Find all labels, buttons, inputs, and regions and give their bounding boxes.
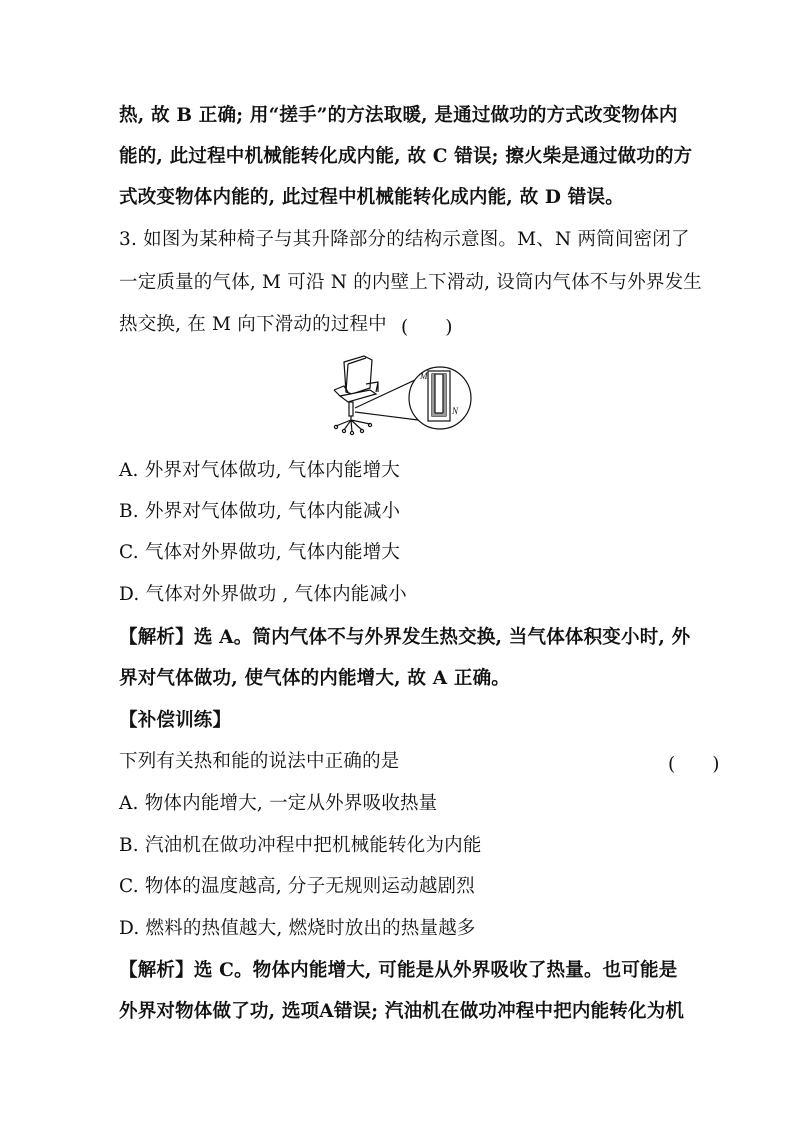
question-3-option-a: A. 外界对气体做功, 气体内能增大	[119, 460, 400, 481]
question-3-option-c: C. 气体对外界做功, 气体内能增大	[119, 542, 401, 563]
supplement-title: 【补偿训练】	[119, 710, 232, 731]
analysis-text: 选 A。筒内气体不与外界发生热交换, 当气体体积变小时, 外	[193, 627, 691, 648]
chair-drawing	[334, 356, 418, 435]
analysis-tag: 【解析】	[119, 960, 194, 981]
figure-label-m: M	[420, 371, 428, 381]
supplement-stem: 下列有关热和能的说法中正确的是	[119, 751, 400, 772]
question-3-option-b: B. 外界对气体做功, 气体内能减小	[119, 501, 401, 522]
prev-answer-line-1: 热, 故 B 正确; 用“搓手”的方法取暖, 是通过做功的方式改变物体内	[119, 105, 678, 126]
supplement-option-c: C. 物体的温度越高, 分子无规则运动越剧烈	[119, 876, 475, 897]
question-3-stem-line-2: 一定质量的气体, M 可沿 N 的内壁上下滑动, 设筒内气体不与外界发生	[119, 272, 702, 293]
question-3-answer-paren: ( )	[401, 317, 453, 338]
supplement-analysis-line-2: 外界对物体做了功, 选项A错误; 汽油机在做功冲程中把内能转化为机	[119, 1001, 685, 1022]
analysis-text: 选 C。物体内能增大, 可能是从外界吸收了热量。也可能是	[193, 960, 678, 981]
supplement-option-a: A. 物体内能增大, 一定从外界吸收热量	[119, 793, 438, 814]
question-3-analysis-line-2: 界对气体做功, 使气体的内能增大, 故 A 正确。	[119, 668, 510, 689]
supplement-answer-paren: ( )	[668, 754, 720, 775]
figure-label-n: N	[452, 406, 459, 416]
supplement-option-d: D. 燃料的热值越大, 燃烧时放出的热量越多	[119, 918, 476, 939]
prev-answer-line-2: 能的, 此过程中机械能转化成内能, 故 C 错误; 擦火柴是通过做功的方	[119, 146, 693, 167]
question-3-stem-line-3: 热交换, 在 M 向下滑动的过程中	[119, 314, 387, 335]
question-3-option-d: D. 气体对外界做功 , 气体内能减小	[119, 584, 407, 605]
prev-answer-line-3: 式改变物体内能的, 此过程中机械能转化成内能, 故 D 错误。	[119, 187, 624, 208]
chair-figure	[322, 352, 474, 438]
analysis-tag: 【解析】	[119, 627, 194, 648]
supplement-analysis-line-1	[119, 959, 677, 983]
cylinder-detail	[409, 367, 471, 429]
question-3-stem-line-1: 3. 如图为某种椅子与其升降部分的结构示意图。M、N 两筒间密闭了	[119, 229, 690, 250]
supplement-option-b: B. 汽油机在做功冲程中把机械能转化为内能	[119, 835, 482, 856]
question-3-analysis-line-1	[119, 626, 690, 650]
